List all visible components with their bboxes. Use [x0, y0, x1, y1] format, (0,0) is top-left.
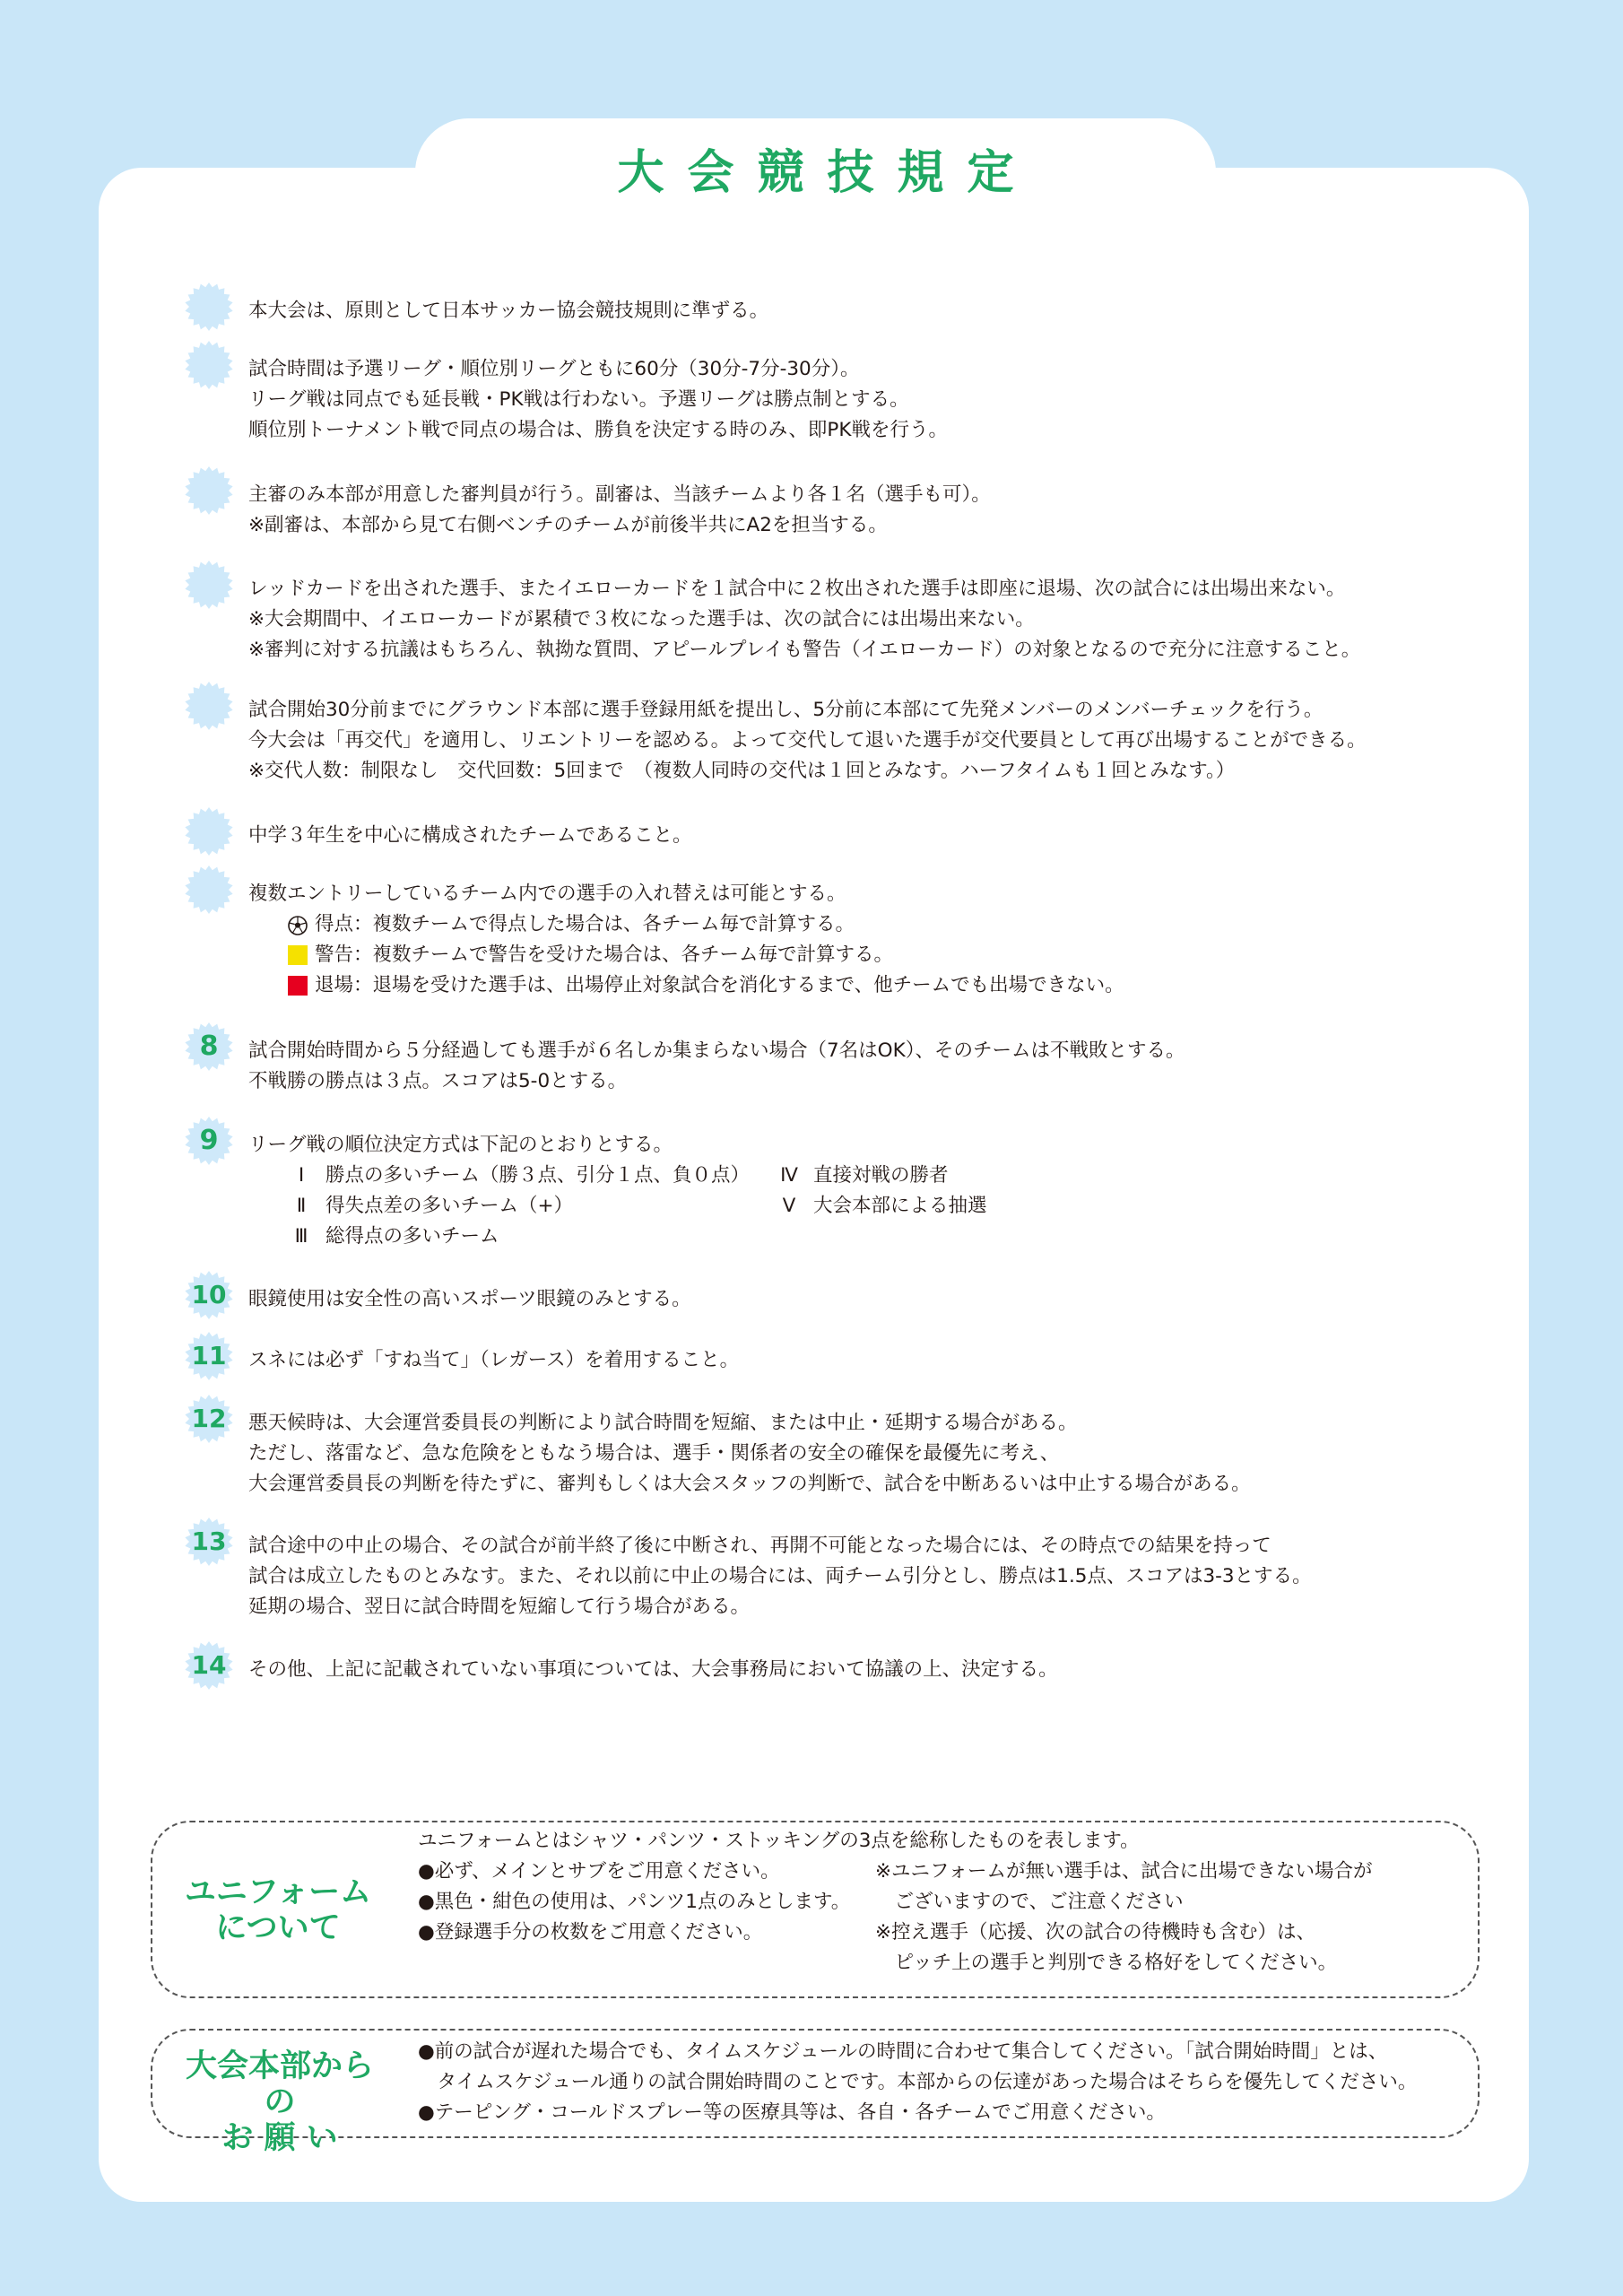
rule-number-badge: [184, 1394, 234, 1444]
rule-line: レッドカードを出された選手、またイエローカードを１試合中に２枚出された選手は即座に退場、次の試合には出場出来ない。: [248, 578, 1346, 600]
rule-text: [248, 1531, 1312, 1622]
ranking-text: 総得点の多いチーム: [325, 1225, 499, 1248]
uniform-right-item: ※控え選手（応援、次の試合の待機時も含む）は、: [875, 1921, 1316, 1944]
rule-line: ※審判に対する抗議はもちろん、執拗な質問、アピールプレイも警告（イエローカード）の対象となるので充分に注意すること。: [248, 639, 1361, 661]
rule-line: 主審のみ本部が用意した審判員が行う。副審は、当該チームより各１名（選手も可）。: [248, 483, 991, 506]
rule-number-badge: [184, 1640, 234, 1691]
rule-sub-text: 退場：退場を受けた選手は、出場停止対象試合を消化するまで、他チームでも出場できない。: [315, 974, 1124, 996]
rule-line: 複数エントリーしているチーム内での選手の入れ替えは可能とする。: [248, 883, 846, 905]
ranking-text: 勝点の多いチーム（勝３点、引分１点、負０点）: [325, 1164, 751, 1187]
rule-text: [248, 296, 768, 326]
request-heading-line: 大会本部からの: [185, 2048, 374, 2120]
rule-text: [248, 1345, 739, 1376]
rule-line: スネには必ず「すね当て」（レガース）を着用すること。: [248, 1349, 740, 1371]
uniform-right-item: ※ユニフォームが無い選手は、試合に出場できない場合が: [875, 1860, 1373, 1883]
rule-text: [248, 821, 692, 851]
uniform-right-item: ピッチ上の選手と判別できる格好をしてください。: [875, 1952, 1338, 1974]
rule-number: 13: [191, 1526, 227, 1556]
burst-badge-icon: [184, 282, 234, 332]
rule-number-badge: [184, 1270, 234, 1320]
rule-line: 試合開始時間から５分経過しても選手が６名しか集まらない場合（7名はOK）、そのチームは不戦敗とする。: [248, 1039, 1185, 1062]
rule-line: 試合開始30分前までにグラウンド本部に選手登録用紙を提出し、5分前に本部にて先発メンバーのメンバーチェックを行う。: [248, 699, 1324, 721]
rule-line: 今大会は「再交代」を適用し、リエントリーを認める。よって交代して退いた選手が交代要員として再び出場することができる。: [248, 729, 1367, 752]
yellow-card-icon: [288, 945, 308, 965]
uniform-left-item: ●黒色・紺色の使用は、パンツ1点のみとします。: [418, 1891, 851, 1913]
ranking-text: 大会本部による抽選: [813, 1195, 987, 1217]
burst-badge-icon: [184, 340, 234, 390]
ranking-numeral: Ⅰ: [298, 1164, 305, 1187]
rule-number: 12: [191, 1404, 227, 1433]
rule-line: 試合時間は予選リーグ・順位別リーグともに60分（30分-7分-30分）。: [248, 358, 860, 380]
rule-line: 延期の場合、翌日に試合時間を短縮して行う場合がある。: [248, 1596, 751, 1618]
ranking-numeral: Ⅲ: [294, 1225, 308, 1248]
rule-number-badge: [184, 681, 234, 731]
rule-text: [248, 1655, 1058, 1685]
rule-number-badge: [184, 1116, 234, 1166]
rule-line: 試合は成立したものとみなす。また、それ以前に中止の場合には、両チーム引分とし、勝点は1.5点、スコアは3-3とする。: [248, 1565, 1312, 1587]
request-item: ●前の試合が遅れた場合でも、タイムスケジュールの時間に合わせて集合してください。「試合開始時間」とは、: [418, 2040, 1388, 2063]
rule-text: [248, 695, 1367, 787]
rule-number-badge: [184, 1331, 234, 1381]
request-heading-line: お 願 い: [221, 2120, 338, 2156]
rule-line: 順位別トーナメント戦で同点の場合は、勝負を決定する時のみ、即PK戦を行う。: [248, 419, 948, 441]
rule-line: 本大会は、原則として日本サッカー協会競技規則に準ずる。: [248, 300, 769, 322]
ranking-list: [248, 1161, 1055, 1252]
uniform-right-item: ございますので、ご注意ください: [875, 1891, 1184, 1913]
uniform-left-item: ●登録選手分の枚数をご用意ください。: [418, 1921, 763, 1944]
rule-text: [248, 1284, 691, 1315]
rule-text: [248, 879, 1124, 1001]
ranking-numeral: Ⅱ: [296, 1195, 307, 1217]
rule-number: 11: [191, 1341, 227, 1370]
ranking-item: [774, 1161, 949, 1191]
rule-line: その他、上記に記載されていない事項については、大会事務局において協議の上、決定する。: [248, 1658, 1058, 1681]
rule-number-badge: [184, 1517, 234, 1567]
soccer-ball-icon: [288, 915, 308, 935]
ranking-item: [286, 1222, 499, 1252]
rule-sub-item: [248, 909, 1124, 940]
rule-sub-text: 得点：複数チームで得点した場合は、各チーム毎で計算する。: [315, 913, 855, 935]
rule-line: 大会運営委員長の判断を待たずに、審判もしくは大会スタッフの判断で、試合を中断あるいは中止する場合がある。: [248, 1473, 1251, 1495]
uniform-heading-line: について: [215, 1910, 341, 1946]
rule-number-badge: [184, 465, 234, 516]
uniform-intro: ユニフォームとはシャツ・パンツ・ストッキングの3点を総称したものを表します。: [418, 1830, 1140, 1852]
rule-number: 14: [191, 1650, 227, 1680]
rule-line: 悪天候時は、大会運営委員長の判断により試合時間を短縮、または中止・延期する場合がある。: [248, 1412, 1078, 1434]
rule-number-badge: [184, 806, 234, 857]
burst-badge-icon: [184, 560, 234, 610]
red-card-icon: [288, 976, 308, 996]
rule-sub-text: 警告：複数チームで警告を受けた場合は、各チーム毎で計算する。: [315, 944, 894, 966]
rule-text: [248, 1036, 1185, 1097]
rule-line: 試合途中の中止の場合、その試合が前半終了後に中断され、再開不可能となった場合には、その時点での結果を持って: [248, 1535, 1271, 1557]
uniform-right-list: [875, 1857, 1372, 1979]
rule-text: [248, 354, 948, 446]
rule-line: 眼鏡使用は安全性の高いスポーツ眼鏡のみとする。: [248, 1288, 691, 1310]
request-item: ●テーピング・コールドスプレー等の医療具等は、各自・各チームでご用意ください。: [418, 2101, 1166, 2124]
ranking-item: [774, 1191, 987, 1222]
request-item: タイムスケジュール通りの試合開始時間のことです。本部からの伝達があった場合はそちらを優先してください。: [418, 2071, 1418, 2093]
rule-line: 不戦勝の勝点は３点。スコアは5-0とする。: [248, 1070, 628, 1092]
rule-number-badge: [184, 560, 234, 610]
rule-number-badge: [184, 340, 234, 390]
ranking-item: [286, 1191, 573, 1222]
rule-number: 10: [191, 1280, 227, 1309]
rule-number-badge: [184, 282, 234, 332]
rule-number: 8: [199, 1031, 219, 1062]
ranking-text: 得失点差の多いチーム（+）: [325, 1195, 574, 1217]
rule-sub-item: [248, 940, 1124, 970]
ranking-numeral: Ⅳ: [780, 1164, 798, 1187]
uniform-heading-line: ユニフォーム: [184, 1874, 372, 1910]
burst-badge-icon: [184, 465, 234, 516]
rule-text: [248, 1130, 987, 1248]
rule-line: ※副審は、本部から見て右側ベンチのチームが前後半共にA2を担当する。: [248, 514, 888, 536]
rule-number-badge: [184, 865, 234, 915]
uniform-left-list: [418, 1857, 850, 1948]
page-title: 大会競技規定: [617, 146, 1037, 200]
burst-badge-icon: [184, 681, 234, 731]
uniform-heading: [179, 1874, 377, 1946]
ranking-item: [286, 1161, 750, 1191]
rule-line: リーグ戦の順位決定方式は下記のとおりとする。: [248, 1134, 673, 1156]
uniform-left-item: ●必ず、メインとサブをご用意ください。: [418, 1860, 780, 1883]
rule-sub-item: [248, 970, 1124, 1001]
rule-line: 中学３年生を中心に構成されたチームであること。: [248, 824, 692, 847]
rule-line: ※大会期間中、イエローカードが累積で３枚になった選手は、次の試合には出場出来ない。: [248, 608, 1035, 631]
uniform-box: [151, 1821, 1480, 1998]
ranking-text: 直接対戦の勝者: [813, 1164, 949, 1187]
request-list: [418, 2037, 1417, 2128]
burst-badge-icon: [184, 806, 234, 857]
rule-text: [248, 1408, 1251, 1500]
burst-badge-icon: [184, 865, 234, 915]
ranking-numeral: Ⅴ: [782, 1195, 796, 1217]
rule-line: ただし、落雷など、急な危険をともなう場合は、選手・関係者の安全の確保を最優先に考え、: [248, 1442, 1060, 1465]
rule-line: ※交代人数：制限なし 交代回数：5回まで （複数人同時の交代は１回とみなす。ハーフタイムも１回とみなす。）: [248, 760, 1236, 782]
rule-number: 9: [199, 1125, 219, 1156]
rule-text: [248, 574, 1360, 665]
rule-line: リーグ戦は同点でも延長戦・PK戦は行わない。予選リーグは勝点制とする。: [248, 388, 909, 411]
request-heading: [172, 2048, 387, 2156]
rule-number-badge: [184, 1022, 234, 1072]
rule-text: [248, 480, 991, 541]
request-box: [151, 2029, 1480, 2156]
